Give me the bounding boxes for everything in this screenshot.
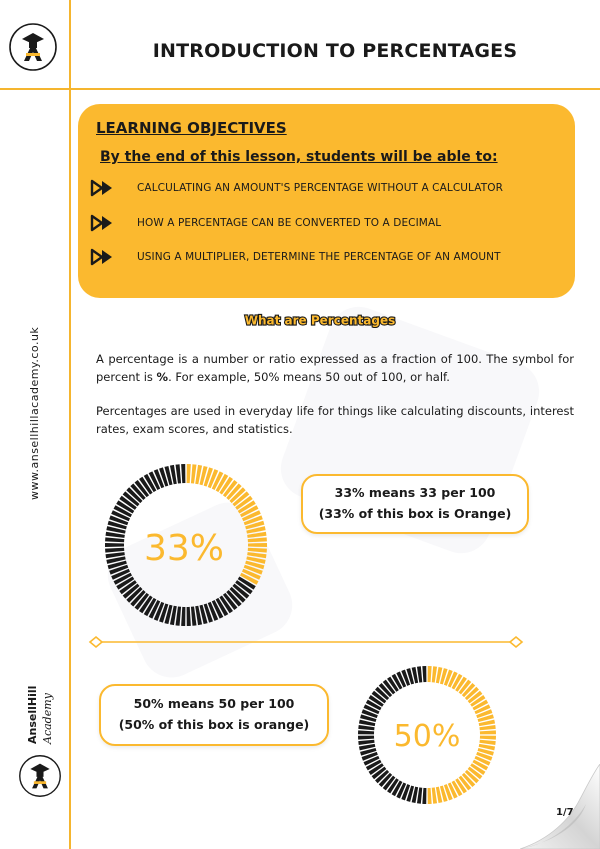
donut-segment bbox=[248, 548, 267, 553]
brand-line1: AnsellHill bbox=[26, 685, 39, 744]
donut-chart-50 bbox=[356, 664, 498, 806]
paragraph-usage: Percentages are used in everyday life for things like calculating discounts, interest rates, exam scores, and statistics. bbox=[96, 404, 574, 436]
donut-segment bbox=[358, 725, 374, 730]
donut-label: 50% bbox=[393, 719, 461, 754]
academy-crest-icon bbox=[8, 22, 58, 72]
callout-33 bbox=[301, 474, 529, 534]
donut-segment bbox=[428, 666, 432, 682]
objectives-heading: LEARNING OBJECTIVES bbox=[96, 119, 287, 137]
donut-chart-33 bbox=[103, 462, 269, 628]
donut-segment bbox=[422, 666, 426, 682]
objective-item bbox=[90, 213, 570, 233]
donut-segment bbox=[417, 666, 422, 682]
paragraph-text: A percentage is a number or ratio expressed as a fraction of 100. The symbol for percent is bbox=[96, 352, 574, 384]
donut-segment bbox=[358, 740, 374, 745]
brand-wordmark bbox=[22, 664, 58, 746]
donut-segment bbox=[432, 666, 437, 682]
donut-segment bbox=[358, 736, 374, 740]
section-title-text: What are Percentages bbox=[244, 313, 396, 328]
donut-segment bbox=[479, 725, 495, 730]
page-number: 1/7 bbox=[556, 807, 574, 818]
donut-segment bbox=[181, 607, 185, 626]
double-chevron-right-icon bbox=[90, 178, 118, 198]
paragraph-definition bbox=[96, 350, 574, 386]
donut-segment bbox=[432, 787, 437, 803]
section-divider bbox=[88, 635, 524, 649]
double-chevron-right-icon bbox=[90, 213, 118, 233]
donut-segment bbox=[181, 464, 185, 483]
donut-segment bbox=[479, 740, 495, 745]
donut-segment bbox=[176, 464, 182, 483]
objective-text: USING A MULTIPLIER, DETERMINE THE PERCENTAGE OF AN AMOUNT bbox=[137, 251, 501, 263]
callout-line: (33% of this box is Orange) bbox=[318, 506, 512, 521]
objective-text: HOW A PERCENTAGE CAN BE CONVERTED TO A DECIMAL bbox=[137, 217, 442, 229]
page-title: INTRODUCTION TO PERCENTAGES bbox=[152, 40, 518, 62]
donut-segment bbox=[417, 787, 422, 803]
objectives-subheading: By the end of this lesson, students will be able to: bbox=[100, 149, 498, 165]
callout-line: 50% means 50 per 100 bbox=[133, 696, 295, 711]
callout-line: 33% means 33 per 100 bbox=[334, 485, 496, 500]
section-title bbox=[240, 312, 400, 328]
donut-segment bbox=[248, 543, 267, 547]
donut-segment bbox=[105, 548, 124, 553]
donut-segment bbox=[105, 537, 124, 542]
header-divider bbox=[0, 88, 600, 90]
double-chevron-right-icon bbox=[90, 247, 118, 267]
objective-item bbox=[90, 247, 570, 267]
callout-50 bbox=[99, 684, 329, 746]
brand-line2: Academy bbox=[41, 693, 54, 744]
donut-segment bbox=[176, 606, 182, 625]
donut-segment bbox=[480, 730, 496, 734]
donut-segment bbox=[422, 788, 426, 804]
donut-segment bbox=[248, 537, 267, 542]
objective-item bbox=[90, 178, 570, 198]
donut-segment bbox=[480, 736, 496, 740]
website-url: www.ansellhillacademy.co.uk bbox=[28, 326, 41, 500]
callout-line: (50% of this box is orange) bbox=[118, 717, 310, 732]
academy-crest-icon bbox=[18, 754, 62, 798]
paragraph-text: . For example, 50% means 50 out of 100, or half. bbox=[168, 370, 450, 384]
donut-segment bbox=[105, 543, 124, 547]
margin-line bbox=[69, 0, 71, 849]
donut-segment bbox=[187, 607, 191, 626]
donut-label: 33% bbox=[143, 528, 225, 569]
donut-segment bbox=[187, 464, 191, 483]
donut-segment bbox=[428, 788, 432, 804]
donut-segment bbox=[358, 730, 374, 734]
percent-symbol: % bbox=[156, 370, 169, 384]
donut-segment bbox=[191, 606, 197, 625]
objective-text: CALCULATING AN AMOUNT'S PERCENTAGE WITHOUT A CALCULATOR bbox=[137, 182, 503, 194]
donut-segment bbox=[191, 464, 197, 483]
